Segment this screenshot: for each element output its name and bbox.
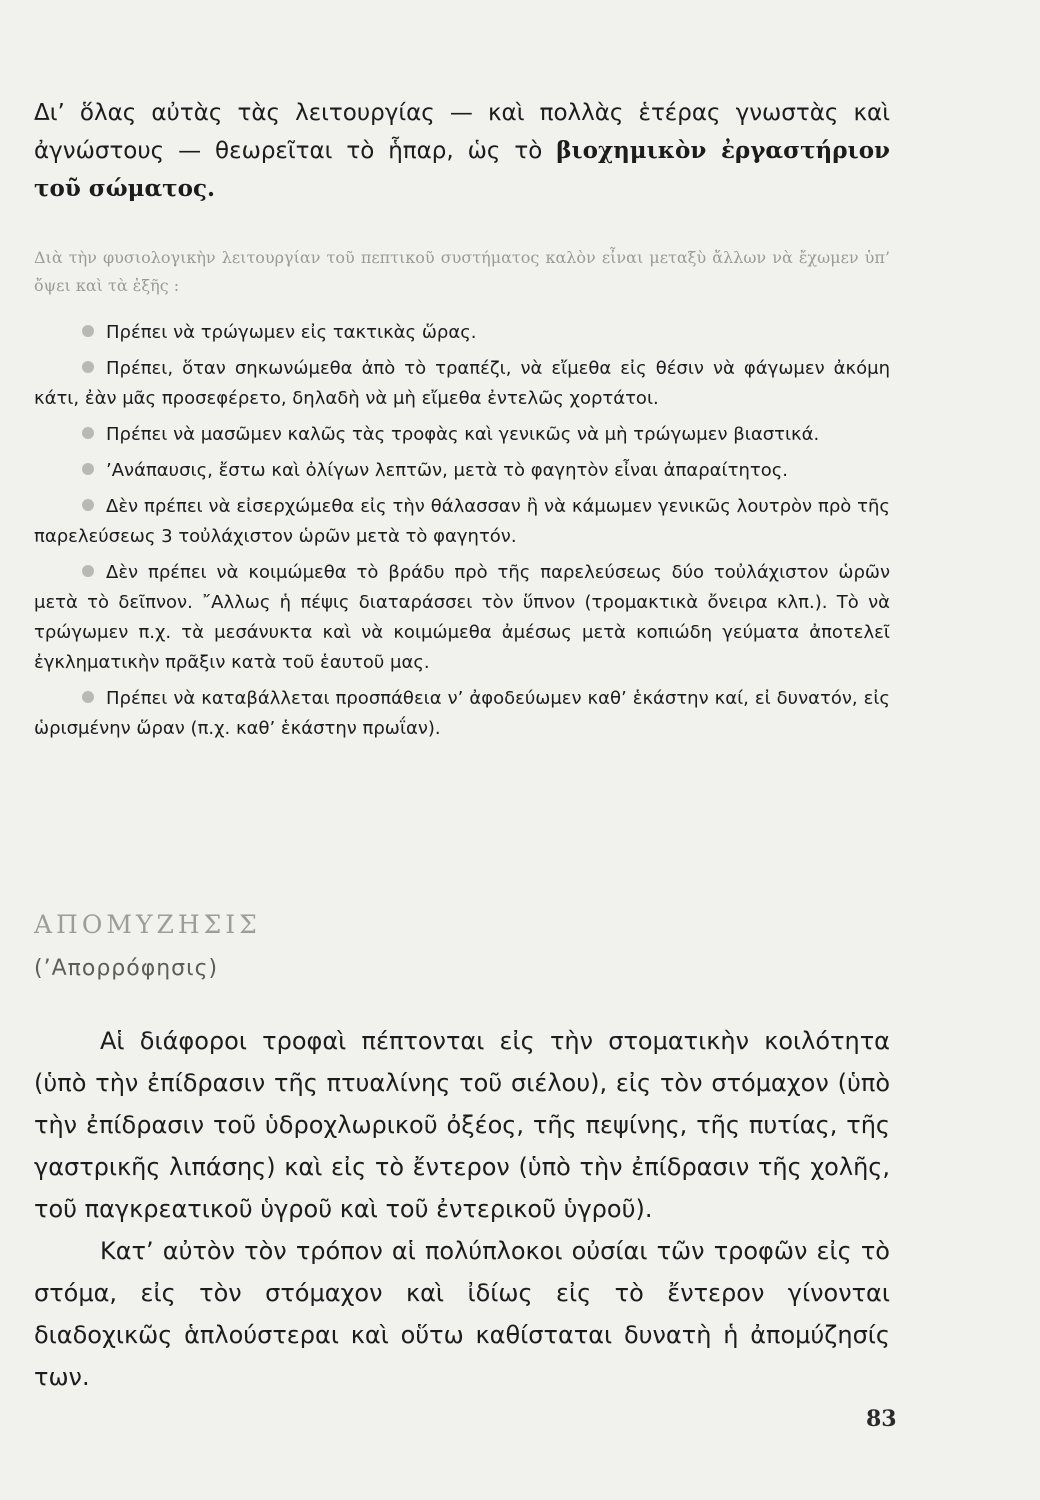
absorption-text	[34, 1020, 890, 1398]
list-item: Πρέπει νὰ τρώγωμεν εἰς τακτικὰς ὥρας.	[34, 318, 890, 348]
section-title: ΑΠΟΜΥΖΗΣΙΣ	[34, 910, 261, 939]
list-item: Πρέπει νὰ καταβάλλεται προσπάθεια ν’ ἀφοδεύωμεν καθ’ ἑκάστην καί, εἰ δυνατόν, εἰς ὡρισμένην ὥραν (π.χ. καθ’ ἑκάστην πρωΐαν).	[34, 688, 890, 739]
bullet-icon	[82, 427, 94, 439]
intro-paragraph	[34, 94, 890, 208]
intro-text: Δι’ ὅλας αὐτὰς τὰς λειτουργίας — καὶ πολλὰς ἑτέρας γνωστὰς καὶ ἀγνώστους — θεωρεῖται τὸ ἧπαρ, ὡς τὸ	[34, 100, 890, 164]
advice-list	[34, 318, 890, 750]
bullet-icon	[82, 499, 94, 511]
list-item: Δὲν πρέπει νὰ εἰσερχώμεθα εἰς τὴν θάλασσαν ἢ νὰ κάμωμεν γενικῶς λουτρὸν πρὸ τῆς παρελεύσεως 3 τοὐλάχιστον ὡρῶν μετὰ τὸ φαγητόν.	[34, 496, 890, 547]
bullet-icon	[82, 361, 94, 373]
faint-bleedthrough-line: Διὰ τὴν φυσιολογικὴν λειτουργίαν τοῦ πεπτικοῦ συστήματος καλὸν εἶναι μεταξὺ ἄλλων νὰ ἔχωμεν ὑπ’ ὄψει καὶ τὰ ἑξῆς :	[34, 248, 890, 295]
bullet-icon	[82, 691, 94, 703]
list-item: Δὲν πρέπει νὰ κοιμώμεθα τὸ βράδυ πρὸ τῆς παρελεύσεως δύο τοὐλάχιστον ὡρῶν μετὰ τὸ δεῖπνον. ῎Αλλως ἡ πέψις διαταράσσει τὸν ὕπνον (τρομακτικὰ ὄνειρα κλπ.). Τὸ νὰ τρώγωμεν π.χ. τὰ μεσάνυκτα καὶ νὰ κοιμώμεθα ἀμέσως μετὰ κοπιώδη γεύματα ἀποτελεῖ ἐγκληματικὴν πρᾶξιν κατὰ τοῦ ἑαυτοῦ μας.	[34, 562, 890, 673]
body-paragraph: Κατ’ αὐτὸν τὸν τρόπον αἱ πολύπλοκοι οὐσίαι τῶν τροφῶν εἰς τὸ στόμα, εἰς τὸν στόμαχον καὶ ἰδίως εἰς τὸ ἔντερον γίνονται διαδοχικῶς ἁπλούστεραι καὶ οὕτω καθίσταται δυνατὴ ἡ ἀπομύζησίς των.	[34, 1237, 890, 1391]
bullet-icon	[82, 565, 94, 577]
bullet-icon	[82, 463, 94, 475]
intro-emphasis: βιοχημικὸν ἐργαστήριον τοῦ σώματος.	[34, 137, 890, 202]
section-subtitle: (’Απορρόφησις)	[34, 956, 219, 981]
list-item: ’Ανάπαυσις, ἔστω καὶ ὀλίγων λεπτῶν, μετὰ τὸ φαγητὸν εἶναι ἀπαραίτητος.	[34, 456, 890, 486]
page-number: 83	[866, 1406, 897, 1432]
body-paragraph: Αἱ διάφοροι τροφαὶ πέπτονται εἰς τὴν στοματικὴν κοιλότητα (ὑπὸ τὴν ἐπίδρασιν τῆς πτυαλίνης τοῦ σιέλου), εἰς τὸν στόμαχον (ὑπὸ τὴν ἐπίδρασιν τοῦ ὑδροχλωρικοῦ ὀξέος, τῆς πεψίνης, τῆς πυτίας, τῆς γαστρικῆς λιπάσης) καὶ εἰς τὸ ἔντερον (ὑπὸ τὴν ἐπίδρασιν τῆς χολῆς, τοῦ παγκρεατικοῦ ὑγροῦ καὶ τοῦ ἐντερικοῦ ὑγροῦ).	[34, 1027, 890, 1223]
bullet-icon	[82, 325, 94, 337]
list-item: Πρέπει νὰ μασῶμεν καλῶς τὰς τροφὰς καὶ γενικῶς νὰ μὴ τρώγωμεν βιαστικά.	[34, 420, 890, 450]
list-item: Πρέπει, ὅταν σηκωνώμεθα ἀπὸ τὸ τραπέζι, νὰ εἴμεθα εἰς θέσιν νὰ φάγωμεν ἀκόμη κάτι, ἐὰν μᾶς προσεφέρετο, δηλαδὴ νὰ μὴ εἴμεθα ἐντελῶς χορτάτοι.	[34, 358, 890, 409]
